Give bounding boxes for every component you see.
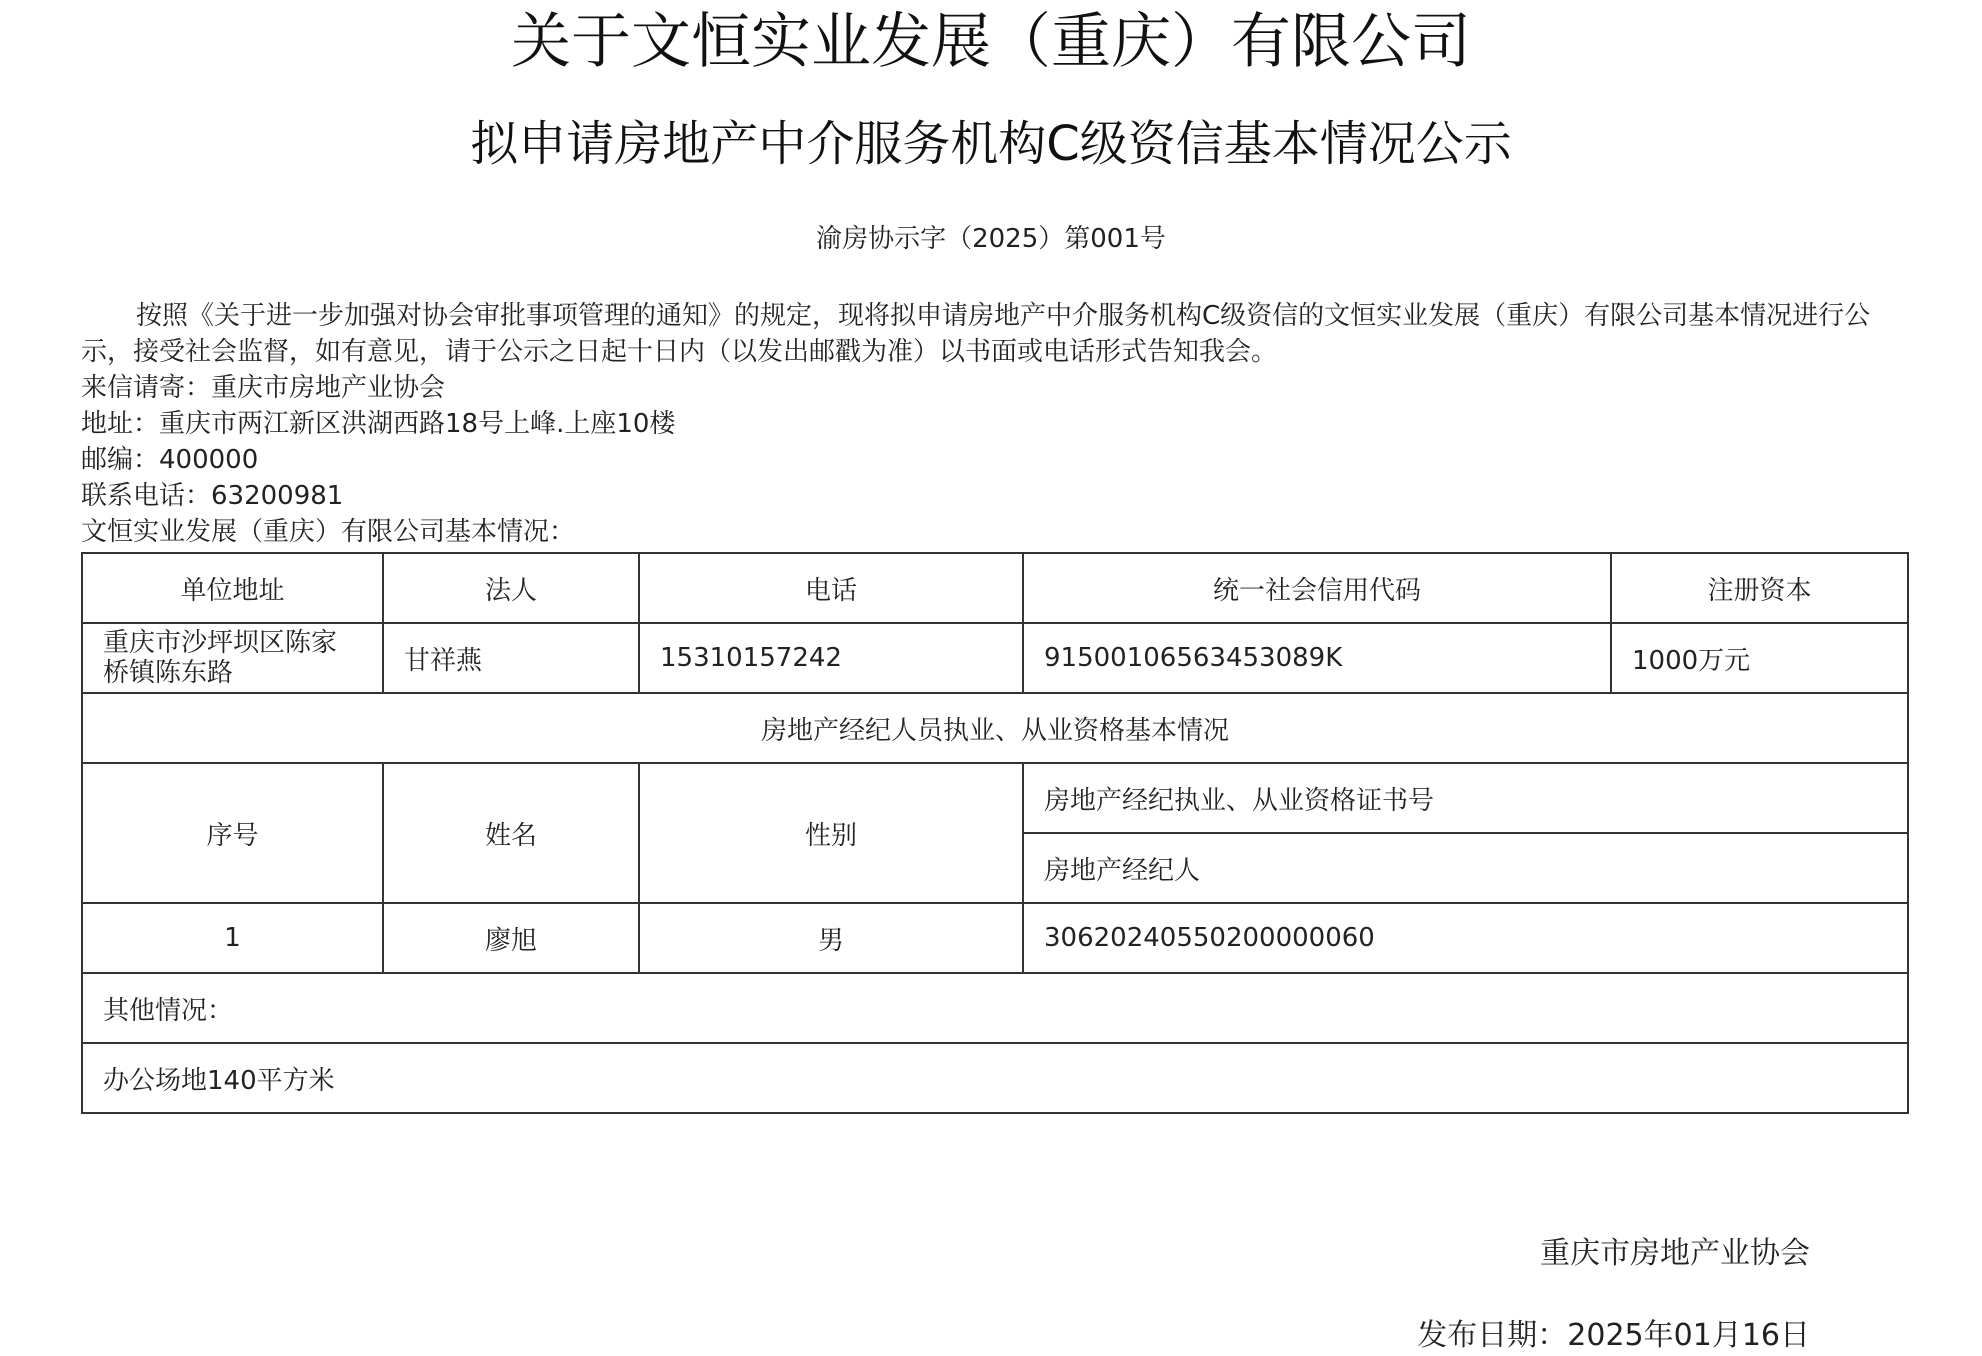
- header-address: 单位地址: [82, 553, 383, 623]
- document-number: 渝房协示字（2025）第001号: [816, 224, 1166, 254]
- other-label-row: [82, 973, 1908, 1043]
- agents-section-title: 房地产经纪人员执业、从业资格基本情况: [82, 693, 1908, 763]
- footer-organization: 重庆市房地产业协会: [1540, 1236, 1810, 1271]
- header-legal-person: 法人: [383, 553, 639, 623]
- header-cert-no: 房地产经纪执业、从业资格证书号: [1023, 763, 1908, 833]
- agent-cert-no: 30620240550200000060: [1023, 903, 1908, 973]
- header-phone: 电话: [639, 553, 1023, 623]
- postcode-line: 邮编：400000: [81, 445, 259, 475]
- phone-line: 联系电话：63200981: [81, 481, 344, 511]
- page-title: 关于文恒实业发展（重庆）有限公司: [511, 7, 1471, 77]
- company-legal-person: 甘祥燕: [383, 623, 639, 693]
- table-header-row: [82, 553, 1908, 623]
- company-address: 重庆市沙坪坝区陈家桥镇陈东路: [82, 623, 383, 693]
- table-row: [82, 623, 1908, 693]
- agent-seq: 1: [82, 903, 383, 973]
- other-label: 其他情况：: [82, 973, 1908, 1043]
- company-info-table: [81, 552, 1909, 1114]
- table-row: [82, 903, 1908, 973]
- notice-body: [81, 298, 1901, 550]
- other-value: 办公场地140平方米: [82, 1043, 1908, 1113]
- header-seq: 序号: [82, 763, 383, 903]
- agent-name: 廖旭: [383, 903, 639, 973]
- other-value-row: [82, 1043, 1908, 1113]
- publish-date: 发布日期：2025年01月16日: [1417, 1318, 1810, 1353]
- agent-gender: 男: [639, 903, 1023, 973]
- agents-section-row: [82, 693, 1908, 763]
- company-basic-heading: 文恒实业发展（重庆）有限公司基本情况：: [81, 517, 576, 547]
- address-line: 地址：重庆市两江新区洪湖西路18号上峰.上座10楼: [81, 409, 676, 439]
- company-credit-code: 91500106563453089K: [1023, 623, 1611, 693]
- agent-header-row: [82, 763, 1908, 833]
- intro-paragraph: 按照《关于进一步加强对协会审批事项管理的通知》的规定，现将拟申请房地产中介服务机构C级资信的文恒实业发展（重庆）有限公司基本情况进行公示，接受社会监督，如有意见，请于公示之日起十日内（以发出邮戳为准）以书面或电话形式告知我会。: [81, 301, 1871, 367]
- header-credit-code: 统一社会信用代码: [1023, 553, 1611, 623]
- header-capital: 注册资本: [1611, 553, 1908, 623]
- mail-to-line: 来信请寄：重庆市房地产业协会: [81, 373, 446, 403]
- header-name: 姓名: [383, 763, 639, 903]
- company-capital: 1000万元: [1611, 623, 1908, 693]
- header-cert-type: 房地产经纪人: [1023, 833, 1908, 903]
- company-phone: 15310157242: [639, 623, 1023, 693]
- header-gender: 性别: [639, 763, 1023, 903]
- page-subtitle: 拟申请房地产中介服务机构C级资信基本情况公示: [470, 116, 1512, 172]
